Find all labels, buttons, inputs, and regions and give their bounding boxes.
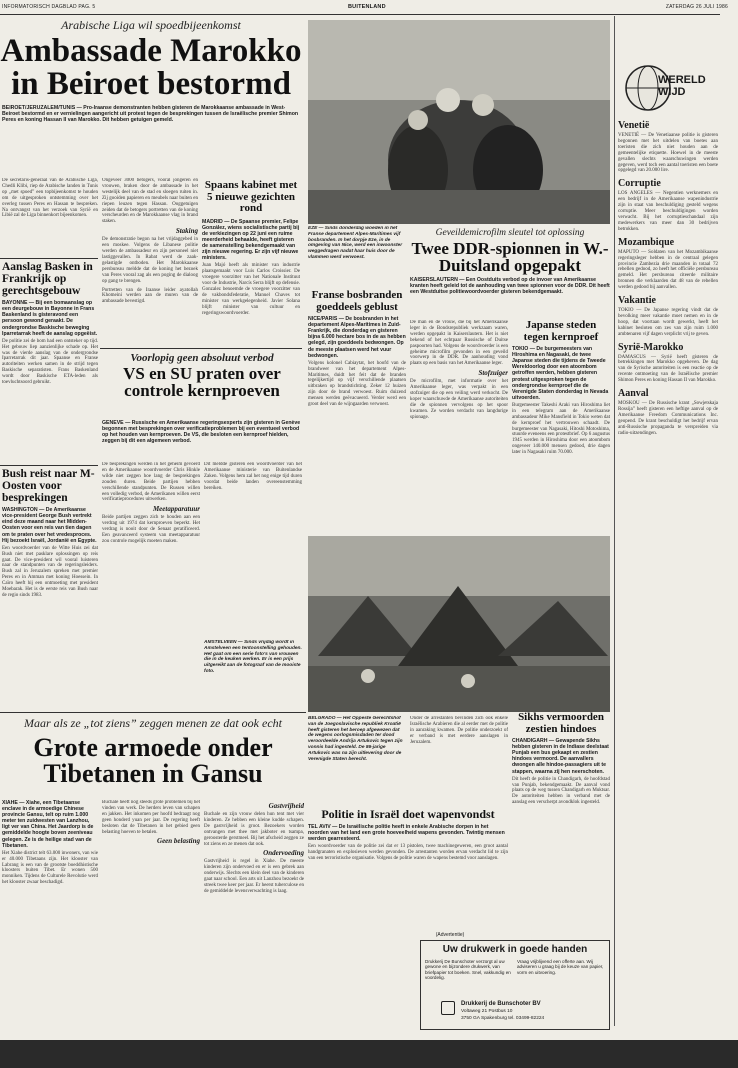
- spanje-body: Juan Majó heeft als minister van industrie plaatsgemaakt voor Luis Carlos Croissier. De vroegere voorzitter van het Nationale Instituut voor de Industrie, Narcís Serra blijft op defensie. Gonzalez benoemde de vroegere voorzitter van de vakbondsfederatie, Manuel Chaves tot minister van werkgelegenheid. Javier Solana blijft minister van cultuur en regeringswoordvoerder.: [202, 263, 300, 316]
- gansu-subhead-2: Gastvrijheid: [268, 802, 304, 810]
- gansu-body-2: Buchale heeft nog steeds grote problemen bij het vinden van werk. De herders leven van schapen en jakken. Het inkomen per hoofd bedraagt nog geen honderd yuan per jaar. De regering heeft besloten dat de Tibetanen in het gebied geen belasting hoeven te betalen.: [102, 800, 200, 835]
- gansu-subhead-1: Geen belasting: [157, 837, 200, 846]
- ad-label: (Advertentie): [435, 932, 465, 938]
- kernproeven-body-3: Dit meldde gisteren een woordvoerder van het Amerikaanse ministerie van Buitenlandse Zaken. Volgens hem zal het nog enige tijd duren voordat beide landen overeenstemming bereiken.: [204, 462, 302, 491]
- bosbrand-caption-text: EZE — Sinds donderdag woeden in het Franse departement Alpes-Maritimes vijf bosbranden. In het dorpje Eze, in de omgeving van Nice, werd een inwoonster weggedragen nadat haar huis door de vlammen werd verwoest.: [308, 226, 403, 260]
- marokko-kicker: Arabische Liga wil spoedbijeenkomst: [61, 18, 241, 32]
- photo-bosbrand: [308, 20, 610, 224]
- wereld-items: [618, 120, 718, 437]
- basken-lead: BAYONNE — Bij een bomaanslag op een deurgebouw in Bayonne in Frans Baskenland is gisteravond een persoon gewond geraakt. De ondergrondse Baskische beweging Iparretarrak heeft de aanslag opgeëist.: [2, 300, 98, 337]
- section-title: BUITENLAND: [348, 4, 386, 10]
- kernproeven-headline-1: VS en SU praten over: [123, 364, 281, 383]
- marokko-body-2: Ongeveer 3000 betogers, vooral jongeren en vrouwen, braken door de ambassade in het westelijk deel van de stad en sloegen ruiten in. Zij gooiden papieren en meubels naar buiten en riepen leuzen tegen Hassan. Ooggetuigen zeiden dat de betogers portretten van de koning verscheurden en de Marokkaanse vlag in brand staken.: [102, 178, 198, 225]
- wereld-item-text: MOSKOU — De Russische krant „Sowjetskaja Rossija” heeft gisteren een heftige aanval op de Amerikaanse Freedom Communications Inc. geopend. De krant beschuldigt het bedrijf ervan anti-Russische propaganda te verspreiden via radio-uitzendingen.: [618, 401, 718, 436]
- spanje-headline: Spaans kabinet met 5 nieuwe gezichten rond: [204, 180, 298, 215]
- gansu-body-4: Gastvrijheid is regel in Xiahe. De meeste kinderen zijn ondervoed en er is een gebrek aan onderwijs. Slechts een klein deel van de kinderen gaat naar school. Een arts uit Lanzhou bezoekt de streek twee keer per jaar. Er heerst tuberculose en de gemiddelde levensverwachting is laag.: [204, 859, 304, 894]
- gansu-col3: [204, 800, 304, 940]
- israel-body: Een woordvoerder van de politie zei dat er 13 pistolen, twee machinegeweren, een groot aantal handgranaten en explosieven werden gevonden. De arrestanten worden ervan verdacht lid te zijn van een terroristische organisatie. Volgens de politie waren de wapens bestemd voor aanslagen.: [308, 843, 508, 861]
- gansu-rule: [0, 712, 306, 713]
- kernproeven-headline-2: controle kernproeven: [124, 381, 280, 400]
- article-bosbranden: [308, 290, 406, 468]
- wereld-item: [618, 388, 718, 436]
- ddr-subhead: Stofzuiger: [478, 369, 508, 378]
- article-basken: [2, 261, 98, 461]
- wereld-item: [618, 342, 718, 385]
- wereld-item-title: Syrië-Marokko: [618, 341, 684, 353]
- israel-body-2: Onder de arrestanten bevinden zich ook enkele Israëlische Arabieren die al eerder met de politie in aanraking kwamen. De politie onderzoekt of er verband is met eerdere aanslagen in Jeruzalem.: [410, 716, 508, 745]
- photo-bosbrand-image: [308, 20, 610, 224]
- belgrado-caption: BELGRADO — Het Oppeste Gerechtshof van de Joegoslavische republiek Kroatië heeft gisteren het beroep afgewezen dat de wegens oorlogsmisdaden ter dood veroordeelde Andrija Artukovic tegen zijn vonnis had ingesteld. De 86-jarige Artukovic was na zijn uitlevering door de Verenigde Staten berecht.: [308, 716, 403, 762]
- article-marokko: [0, 18, 302, 174]
- marokko-body-col1: [2, 178, 98, 256]
- marokko-body-1: De secretaris-generaal van de Arabische Liga, Chedli Klibi, riep de Arabische landen in Tunis op „met spoed” een topbijeenkomst te houden om de uitgesproken ontstemming over het overleg tussen Peres en Hassan te bespreken. Na ontvangst van het verzoek van Syrië en Libië zal de Liga binnenkort bijeenkomen.: [2, 178, 98, 219]
- kernproeven-photo-caption: [204, 640, 304, 710]
- marokko-body-4: Portretten van de Iraanse leider ayatollah Khomeini werden aan de muren van de ambassade bevestigd.: [102, 287, 198, 305]
- ad-text: Drukkerij De Bunschoter verzorgt al uw gewone en bijzondere drukwerk, van briefpapier tot boeken. Snel, vakkundig en voordelig.: [425, 959, 511, 981]
- wereld-item: [618, 237, 718, 291]
- gansu-col1: [2, 800, 98, 940]
- marokko-body-col2: [102, 178, 198, 346]
- ad-logo-icon: [441, 1001, 455, 1015]
- wereld-logo: [618, 60, 718, 120]
- kernproeven-body-1: De besprekingen werden in het geheim gevoerd en de Amerikaanse woordvoerder Chris Hinkle wilde niet zeggen hoe lang de besprekingen zouden duren. Beide partijen hebben verschillende standpunten. De Russen willen een volledig verbod, de Amerikanen willen eerst verificatieprocedures uitwerken.: [102, 462, 200, 503]
- ddr-lead: KAISERSLAUTERN — Een Oostduits verbod op de invoer van Amerikaanse kranten heeft geleid tot de aanhouding van twee spionnen voor de DDR. Dit heeft een Westduitse politiewoordvoerder gisteren bekendgemaakt.: [410, 277, 610, 296]
- kernproeven-col2: [204, 462, 302, 562]
- kernproeven-subhead: Meetapparatuur: [152, 505, 200, 514]
- wereld-item: [618, 178, 718, 232]
- wereld-item-title: Corruptie: [618, 178, 661, 190]
- wereld-item-text: VENETIË — De Venetiaanse politie is gisteren begonnen met het uitdelen van boetes aan toeristen die zich niet houden aan de gemeentelijke etiquette. Hoewel in de meeste gevallen slechts waarschuwingen werden gegeven, werd toch een aantal toeristen een boete opgelegd van 20.000 lire.: [618, 133, 718, 174]
- wereld-item: [618, 295, 718, 338]
- wereld-item-title: Mozambique: [618, 236, 675, 248]
- ddr-kicker: Geveildemicrofilm sleutel tot oplossing: [435, 228, 585, 238]
- article-gansu-header: [0, 716, 306, 796]
- basken-rule: [0, 258, 98, 259]
- header-left: INFORMATORISCH DAGBLAD PAG. 5: [2, 4, 96, 10]
- wereld-item-title: Venetië: [618, 120, 650, 131]
- japanse-lead: TOKIO — De burgemeesters van Hiroshima en Nagasaki, de twee Japanse steden die tijdens de Tweede Wereldoorlog door een atoombom getroffen werden, hebben gisteren protest uitgesproken tegen de ondergrondse kernproef die de Verenigde Staten donderdag in Nevada uitvoerden.: [512, 346, 609, 401]
- ad-company: Drukkerij de Bunschoter BV: [461, 1001, 541, 1007]
- kernproeven-lead: GENEVE — Russische en Amerikaanse regeringsexperts zijn gisteren in Genève begonnen met besprekingen over verificatieproblemen bij een eventueel verbod op het houden van kernproeven. De VS, die besloten een kernproef hielden, zeggen bij dit een algemeen verbod.: [102, 420, 301, 445]
- article-sikhs: [512, 712, 610, 932]
- bush-lead: WASHINGTON — De Amerikaanse vice-president George Bush vertrekt eind deze maand naar het Midden-Oosten voor een reis van tien dagen om te praten over het vredesproces. Hij bezoekt Israël, Jordanië en Egypte.: [2, 507, 97, 544]
- marokko-body-3: De demonstratie begon na het vrijdaggebed in een moskee. Volgens de Libanese politie werden de ambassadeur en zijn personeel niet lastiggevallen. In Rabat werd de zaak-gelastigde ontboden. Het Marokkaanse persbureau meldde dat de koning het bezoek van Peres vooral zag als een poging de dialoog op gang te brengen.: [102, 237, 198, 284]
- gansu-lead: XIAHE — Xiahe, een Tibetaanse enclave in de armoedige Chinese provincie Gansu, telt op ruim 1.000 meter ten zuidwesten van Lanzhou, ligt ver van China. Het Jaardorp is de gemiddelde hoogte boven zeeniveau gelegen. Ze is de heilige stad van de Tibetanen.: [2, 800, 94, 849]
- photo-belgrado: [308, 536, 610, 712]
- wereld-item-title: Vakantie: [618, 295, 656, 307]
- bush-rule: [0, 465, 98, 466]
- gansu-body-1: Het Xiahe district telt 63.000 inwoners, van wie er 40.000 Tibetaans zijn. Het klooster van Labrang is een van de grootste boeddhistische kloosters buiten Tibet. Er wonen 500 monniken. Tijdens de Culturele Revolutie werd het klooster zwaar beschadigd.: [2, 850, 98, 886]
- ddr-body: De man en de vrouw, die bij het Amerikaanse leger in de Bondsrepubliek werkzaam waren, werden opgepakt in Kaiserslautern. Het is niet bekend of het echtpaar Russische of Duitse paspoorten had. Volgens de woordvoerder is een geheime microfilm gevonden in een geveild voorwerp in de DDR. De aanhouding vond plaats op een basis van het Amerikaanse leger.: [410, 320, 508, 367]
- ad-city: 3750 GA Spakenburg tel. 03499-82224: [461, 1016, 545, 1021]
- wereld-item-text: LOS ANGELES — Negentien werknemers en een bedrijf in de Amerikaanse wapenindustrie zijn in staat van beschuldiging gesteld wegens corruptie. Meer beschuldigingen worden verwacht. Bij het corruptieschandaal zijn medewerkers van meer dan 30 bedrijven betrokken.: [618, 191, 718, 232]
- ad-title: Uw drukwerk in goede handen: [442, 944, 588, 955]
- bosbranden-headline: Franse bosbranden goeddeels geblust: [311, 290, 403, 313]
- header-rule: [0, 14, 720, 15]
- gansu-subhead-3: Ondervoeding: [263, 849, 304, 858]
- wereld-item-text: MAPUTO — Soldaten van het Mozambikaanse regeringsleger hebben in de centraal gelegen provincie Zambezia drie maanden in totaal 72 rebellen gedood, zo heeft het officiële persbureau gemeld. Het persbureau citeerde militaire bronnen die verklaarden dat 48 van de rebellen werden gedood bij aanvallen.: [618, 249, 718, 291]
- page-header: [0, 4, 738, 14]
- photo-belgrado-image: [308, 536, 610, 712]
- amstelveen-caption: AMSTELVEEN — Sinds vrijdag wordt in Amstelveen een tentoonstelling gehouden. Het gaat om een serie foto's van vrouwen die in de keuken werken. Er is een prijs uitgereikt aan de fotograaf van de mooiste foto.: [204, 640, 302, 674]
- wereld-item-text: DAMASCUS — Syrië heeft gisteren de betrekkingen met Marokko opgeheven. De dag van de Syrische autoriteiten is een reactie op de recente ontmoeting van de Israëlische premier Shimon Peres en koning Hassan II van Marokko.: [618, 354, 718, 384]
- article-bush: [2, 468, 98, 708]
- belgrado-caption-block: [308, 716, 406, 806]
- kernproeven-lead-block: [102, 420, 302, 460]
- kernproeven-rule: [100, 348, 302, 349]
- basken-body: De politie zei de bom had een ontsteker op tijd. Het gebouw liep aanzienlijke schade op. Het was de vierde aanslag van de ondergrondse Iparretarrak dit jaar. Spaanse en Franse autoriteiten werken samen in de strijd tegen Baskische separatisten. Frans Baskenland wordt door Baskische ETA-leden als toevluchtsoord gebruikt.: [2, 338, 98, 386]
- bush-headline: Bush reist naar M-Oosten voor besprekingen: [2, 468, 95, 505]
- advertisement: [420, 940, 610, 1030]
- header-date: ZATERDAG 26 JULI 1986: [665, 4, 728, 10]
- kernproeven-kicker: Voorlopig geen absoluut verbod: [130, 352, 274, 364]
- wereld-item-title: Aanval: [618, 388, 649, 400]
- sikhs-body: Dit heeft de politie in Chandigarh, de hoofdstad van Punjab, bekendgemaakt. De aanval vond plaats op de weg tussen Chandigarh en Muktsar. De autoriteiten hebben in verband met de aanslag een verscherpt avondklok ingesteld.: [512, 776, 610, 806]
- gansu-kicker: Maar als ze „tot ziens” zeggen menen ze dat ook echt: [24, 716, 282, 730]
- wereld-logo-text: WERELD WIJD: [658, 74, 706, 98]
- bosbranden-lead: NICE/PARIS — De bosbranden in het departement Alpes-Maritimes in Zuid-Frankrijk, die donderdag en gisteren bijna 6.000 hectare bos in de as hebben gelegd, zijn goeddeels bedwongen. Op de meeste plaatsen werd het vuur bedwongen.: [308, 316, 406, 359]
- sidebar-wereld-wijd: [618, 60, 718, 1035]
- gansu-col2: [102, 800, 200, 940]
- japanse-headline: Japanse steden tegen kernproef: [523, 320, 599, 343]
- sikhs-lead: CHANDIGARH — Gewapende Sikhs hebben gisteren in de Indiase deelstaat Punjab een bus gekaapt en zestien hindoes vermoord. De aanvallers dwongen alle hindoe-passagiers uit te stappen, waarna zij hen neerschoten.: [512, 738, 609, 775]
- ddr-body-2: De microfilm, met informatie over het Amerikaanse leger, was verpakt in een stofzuiger die op een veiling werd verkocht. De koper waarschuwde de Amerikaanse autoriteiten die de spionnen vervolgens op het spoor kwamen. Ze worden verdacht van langdurige spionage.: [410, 379, 508, 420]
- bosbranden-body: Volgens kolonel Cabiaytat, het hoofd van de brandweer van het departement Alpes-Maritimes, duidt het feit dat de branden tegelijkertijd op vijf verschillende plaatsen uitbraken op brandstichting. Zeker 12 huizen zijn door de brand verwoest. Ruim duizend mensen werden geëvacueerd. Verder werd een groot deel van de wijngaarden verwoest.: [308, 360, 406, 408]
- marokko-lead: BEIROET/JERUZALEM/TUNIS — Pro-Iraanse demonstranten hebben gisteren de Marokkaanse ambassade in West-Beiroet bestormd en er vernielingen aangericht uit protest tegen de besprekingen tussen de Israëlische premier Shimon Peres en koning Hassan II van Marokko. Dit hebben getuigen gemeld.: [2, 105, 299, 124]
- marokko-subhead-staking: Staking: [175, 227, 198, 236]
- ad-text-2: Vraag vrijblijvend een offerte aan. Wij adviseren u graag bij de keuze van papier, vorm en uitvoering.: [517, 959, 604, 975]
- israel-lead: TEL AVIV — De Israëlische politie heeft in enkele Arabische dorpen in het noorden van het land een grote hoeveelheid wapens gevonden. Twintig mensen werden gearresteerd.: [308, 823, 505, 842]
- spanje-lead: MADRID — De Spaanse premier, Felipe González, wiens socialistische partij bij de verkiezingen op 22 juni een ruime meerderheid behaalde, heeft gisteren de samenstelling bekendgemaakt van zijn nieuwe regering. Er zijn vijf nieuwe ministers.: [202, 218, 300, 262]
- kernproeven-body-2: Beide partijen zeggen zich te houden aan een verdrag uit 1974 dat kernproeven beperkt. Het verdrag is nooit door de Senaat geratificeerd. Een geavanceerd systeem van meetapparatuur zou controle mogelijk moeten maken.: [102, 515, 200, 544]
- article-israel: [308, 808, 508, 938]
- israel-body-col: [410, 716, 508, 806]
- article-kernproeven: [102, 352, 302, 422]
- israel-headline: Politie in Israël doet wapenvondst: [321, 808, 495, 821]
- sidebar-rule: [614, 16, 615, 1026]
- kernproeven-col1: [102, 462, 200, 708]
- basken-headline: Aanslag Basken in Frankrijk op gerechtsgebouw: [2, 261, 93, 298]
- gansu-headline-2: Tibetanen in Gansu: [43, 759, 263, 788]
- marokko-headline-2: in Beiroet bestormd: [11, 66, 291, 102]
- bush-body: Een woordvoerder van de Witte Huis zei dat Bush niet met pasklare oplossingen op reis gaat. De vice-president wil vooral luisteren naar de standpunten van de regeringsleiders. Bush zal in Jeruzalem spreken met premier Peres en in Amman met koning Hoessein. In Caïro heeft hij een ontmoeting met president Moebarak. Het is de eerste reis van Bush naar de regio sinds 1983.: [2, 545, 98, 598]
- article-spanje: [202, 180, 300, 346]
- gansu-headline-1: Grote armoede onder: [33, 733, 273, 762]
- wereld-item: [618, 120, 718, 174]
- wereld-item-text: TOKIO — De Japanse regering vindt dat de bevolking meer vakantie moet nemen en in de hoop, dat voortaan wordt gewerkt, heeft het kabinet besloten om zes van zijn ruim 1.000 ambtenaren vijf dagen verplicht vrij te geven.: [618, 308, 718, 337]
- ddr-body-col: [410, 320, 508, 470]
- japanse-body: Burgemeester Takeshi Araki van Hiroshima liet in een telegram aan de Amerikaanse ambassadeur Mike Mansfield in Tokio weten dat de kernproef het vertrouwen schaadt. De burgemeester van Nagasaki, Hitoshi Motoshima, stuurde eveneens een protestbrief. Op 6 augustus 1945 werden in Hiroshima door een atoombom ongeveer 140.000 mensen gedood, drie dagen later in Nagasaki ruim 70.000.: [512, 402, 610, 456]
- gansu-body-3: Buchale en zijn vrouw delen hun tent met vier kinderen. Ze hebben een kleine kudde schapen. De gastvrijheid is groot. Bezoekers worden ontvangen met thee met jakboter en tsampa, geroosterde gerstmeel. Bij het afscheid zeggen ze tot ziens en ze menen dat ook.: [204, 812, 304, 847]
- ddr-headline: Twee DDR-spionnen in W.-Duitsland opgepakt: [411, 239, 609, 275]
- ad-address: Voltaweg 21 Postbus 10: [461, 1009, 513, 1014]
- sikhs-headline: Sikhs vermoorden zestien hindoes: [518, 712, 604, 735]
- marokko-headline-1: Ambassade Marokko: [0, 33, 302, 69]
